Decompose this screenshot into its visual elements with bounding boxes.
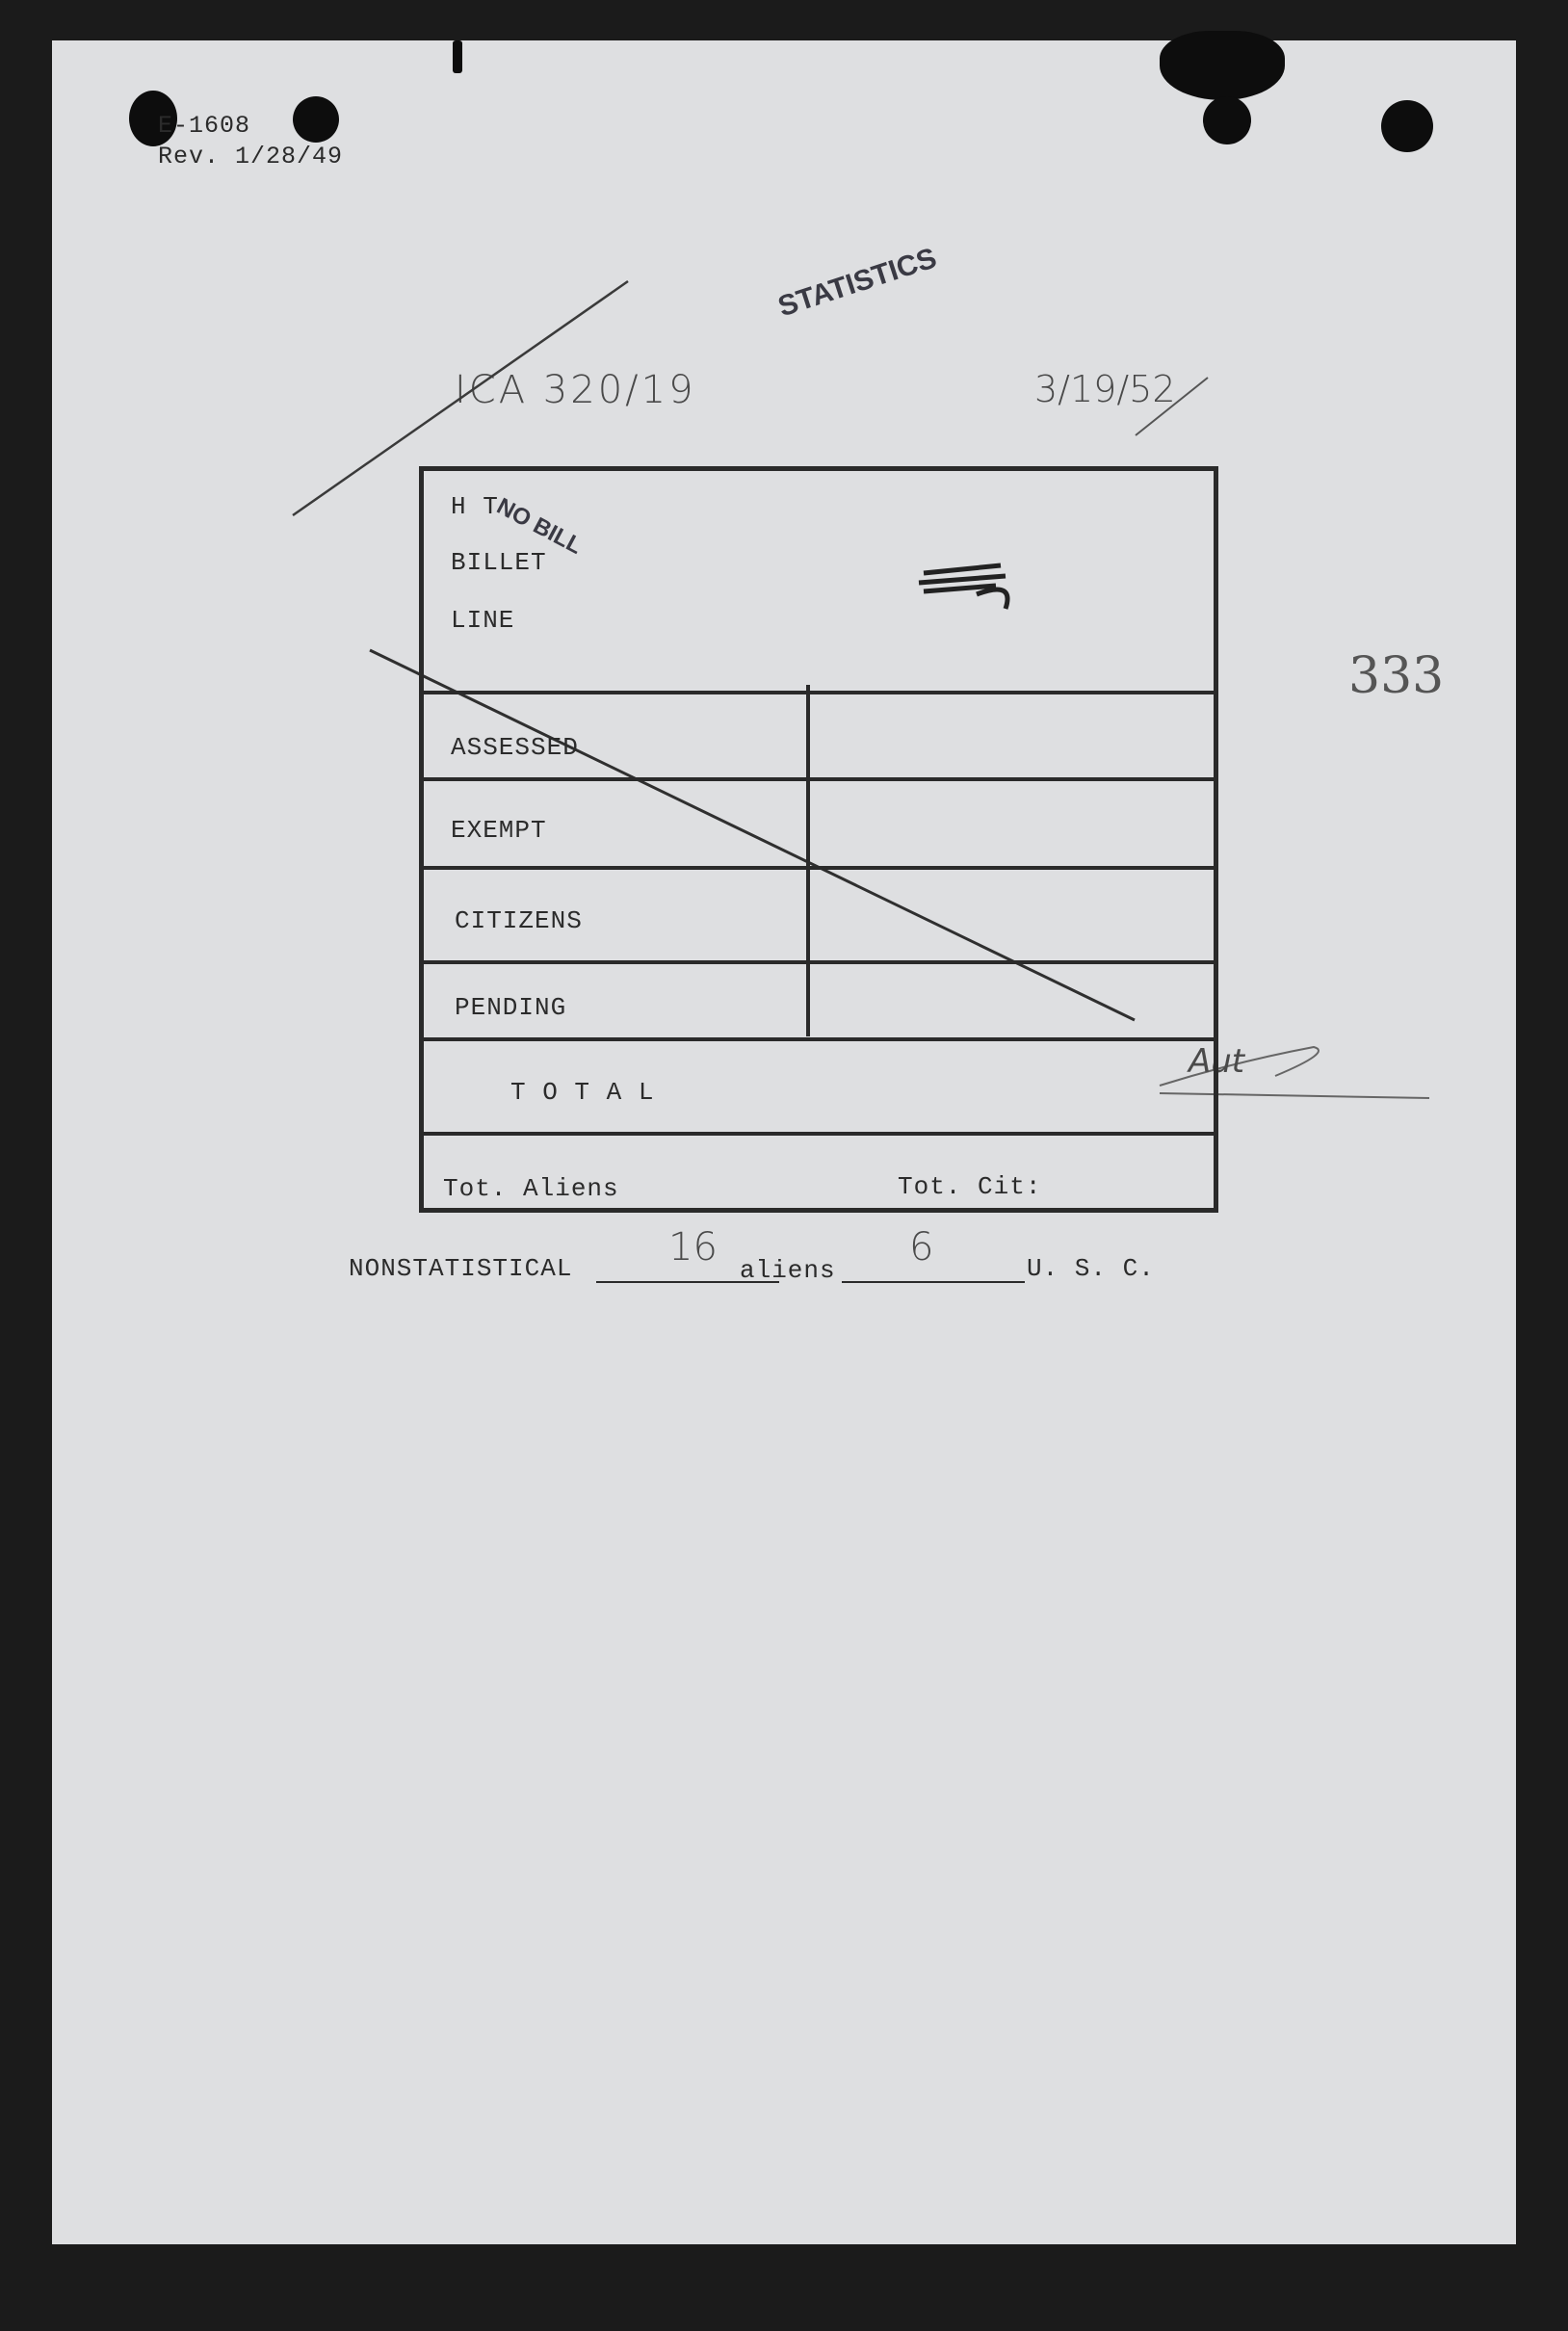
label-assessed: ASSESSED: [451, 733, 579, 762]
label-exempt: EXEMPT: [451, 816, 547, 845]
no-bill-stamp: NO BILL: [492, 493, 587, 560]
form-number: E-1608: [158, 112, 251, 140]
case-number-handwritten: ICA 320/19: [455, 368, 696, 412]
statistics-form: [419, 466, 1218, 1213]
label-tot-cit: Tot. Cit:: [898, 1172, 1042, 1201]
nonstatistical-label: NONSTATISTICAL: [349, 1254, 573, 1283]
label-total: T O T A L: [510, 1078, 655, 1107]
usc-blank: [842, 1281, 1025, 1283]
usc-count-handwritten: 6: [909, 1225, 934, 1270]
label-ht: H T: [451, 492, 499, 521]
usc-label: U. S. C.: [1027, 1254, 1155, 1283]
label-citizens: CITIZENS: [455, 906, 583, 935]
date-handwritten: 3/19/52: [1034, 368, 1176, 410]
divider: [424, 866, 1214, 870]
label-line: LINE: [451, 606, 515, 635]
divider: [424, 691, 1214, 694]
serial-number: 333: [1348, 647, 1445, 705]
label-billet: BILLET: [451, 548, 547, 577]
divider: [424, 777, 1214, 781]
divider: [424, 960, 1214, 964]
column-divider: [806, 685, 810, 1036]
label-pending: PENDING: [455, 993, 567, 1022]
statistics-stamp: STATISTICS: [774, 242, 941, 324]
document-page: [52, 40, 1516, 2244]
divider: [424, 1037, 1214, 1041]
date-slash: [1136, 378, 1208, 435]
aliens-label: aliens: [740, 1256, 836, 1285]
aliens-count-handwritten: 16: [668, 1225, 718, 1270]
label-tot-aliens: Tot. Aliens: [443, 1174, 619, 1203]
initials-handwritten: Aut: [1189, 1042, 1245, 1081]
form-revision: Rev. 1/28/49: [158, 143, 344, 170]
divider: [424, 1132, 1214, 1136]
